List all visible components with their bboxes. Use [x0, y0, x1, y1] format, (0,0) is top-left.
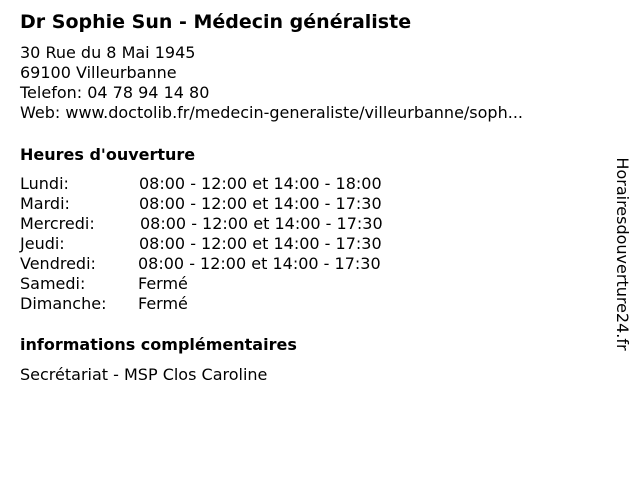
website-link: Web: www.doctolib.fr/medecin-generaliste/villeurbanne/soph...	[20, 103, 523, 122]
day-hours: 08:00 - 12:00 et 14:00 - 17:30	[139, 234, 382, 253]
phone-number: Telefon: 04 78 94 14 80	[20, 83, 210, 102]
street-address: 30 Rue du 8 Mai 1945	[20, 43, 196, 62]
day-hours: 08:00 - 12:00 et 14:00 - 17:30	[139, 194, 382, 213]
day-hours: Fermé	[138, 274, 188, 293]
day-hours: 08:00 - 12:00 et 14:00 - 18:00	[139, 174, 382, 193]
day-label: Vendredi:	[20, 254, 96, 273]
day-label: Mardi:	[20, 194, 70, 213]
day-label: Jeudi:	[20, 234, 65, 253]
day-label: Dimanche:	[20, 294, 107, 313]
day-label: Mercredi:	[20, 214, 95, 233]
page-title: Dr Sophie Sun - Médecin généraliste	[20, 11, 412, 33]
opening-hours-heading: Heures d'ouverture	[20, 145, 196, 164]
additional-info-heading: informations complémentaires	[20, 335, 297, 354]
city-address: 69100 Villeurbanne	[20, 63, 177, 82]
site-watermark: Horairesdouverture24.fr	[613, 157, 632, 351]
day-label: Samedi:	[20, 274, 86, 293]
day-hours: 08:00 - 12:00 et 14:00 - 17:30	[138, 254, 381, 273]
additional-info-text: Secrétariat - MSP Clos Caroline	[20, 365, 268, 384]
address-block	[20, 43, 523, 123]
day-hours: Fermé	[138, 294, 188, 313]
day-label: Lundi:	[20, 174, 69, 193]
day-hours: 08:00 - 12:00 et 14:00 - 17:30	[140, 214, 383, 233]
